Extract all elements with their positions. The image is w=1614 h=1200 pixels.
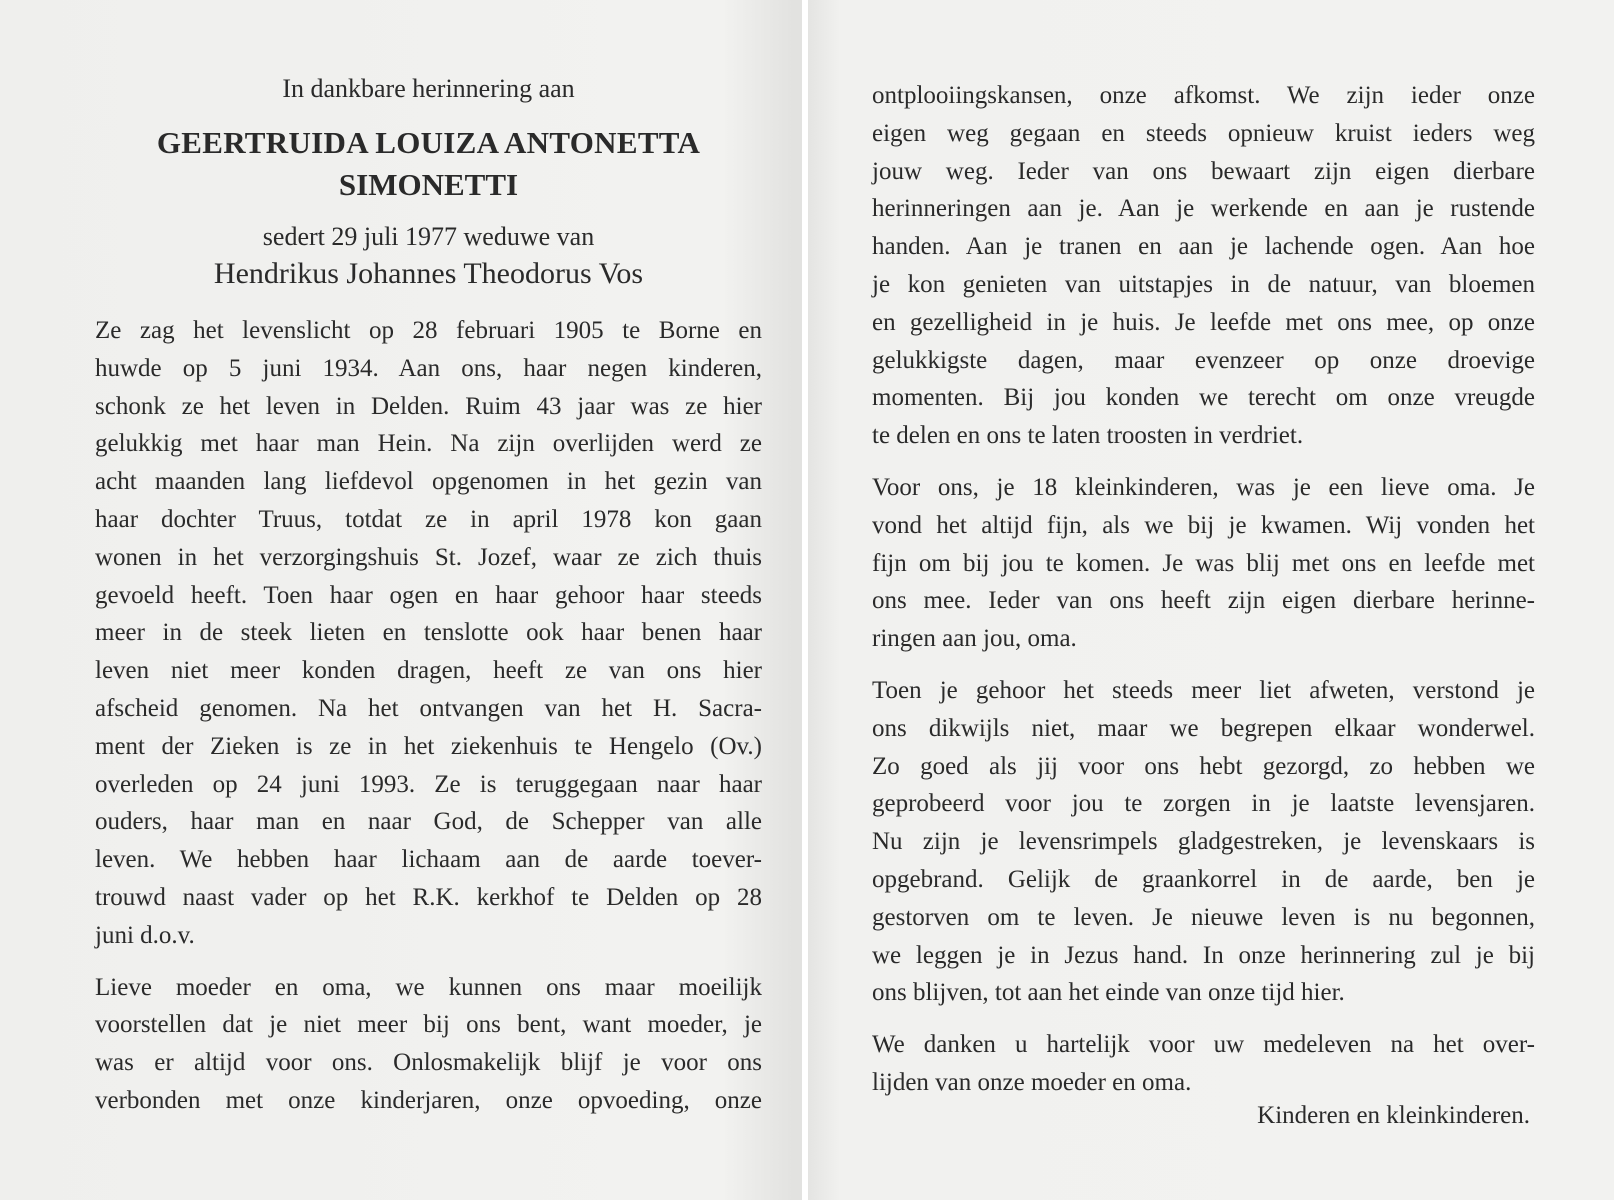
text-line: te delen en ons te laten troosten in verdriet. [872, 422, 1304, 450]
text-line: We danken u hartelijk voor uw medeleven na het over- [872, 1031, 1535, 1059]
text-line: opgebrand. Gelijk de graankorrel in de aarde, ben je [872, 865, 1535, 893]
text-line: handen. Aan je tranen en aan je lachende ogen. Aan hoe [872, 233, 1535, 261]
deceased-name-line2: SIMONETTI [338, 167, 519, 202]
text-line: Voor ons, je 18 kleinkinderen, was je een lieve oma. Je [872, 473, 1535, 501]
text-line: Lieve moeder en oma, we kunnen ons maar moeilijk [95, 973, 762, 1001]
signature: Kinderen en kleinkinderen. [1257, 1102, 1530, 1129]
left-body-text [95, 312, 762, 1134]
text-line: leven niet meer konden dragen, heeft ze van ons hier [95, 657, 762, 685]
text-line: ons dikwijls niet, maar we begrepen elkaar wonderwel. [872, 714, 1535, 742]
text-line: Nu zijn je levensrimpels gladgestreken, je levenskaars is [872, 828, 1535, 856]
husband-name: Hendrikus Johannes Theodorus Vos [213, 257, 644, 290]
text-line: herinneringen aan je. Aan je werkende en aan je rustende [872, 195, 1535, 223]
text-line: wonen in het verzorgingshuis St. Jozef, waar ze zich thuis [95, 543, 762, 571]
text-line: lijden van onze moeder en oma. [872, 1068, 1192, 1096]
text-line: we leggen je in Jezus hand. In onze herinnering zul je bij [872, 941, 1535, 969]
deceased-name-line1: GEERTRUIDA LOUIZA ANTONETTA [156, 125, 701, 160]
text-line: gelukkigste dagen, maar evenzeer op onze droevige [872, 346, 1535, 374]
text-line: gevoeld heeft. Toen haar ogen en haar gehoor haar steeds [95, 581, 762, 609]
text-line: ons mee. Ieder van ons heeft zijn eigen dierbare herinne- [872, 587, 1535, 615]
paragraph [95, 969, 762, 1120]
text-line: en gezelligheid in je huis. Je leefde met ons mee, op onze [872, 308, 1535, 336]
text-line: was er altijd voor ons. Onlosmakelijk blijf je voor ons [95, 1049, 762, 1077]
text-line: acht maanden lang liefdevol opgenomen in het gezin van [95, 468, 762, 496]
text-line: meer in de steek lieten en tenslotte ook haar benen haar [95, 619, 762, 647]
text-line: gestorven om te leven. Je nieuwe leven is nu begonnen, [872, 903, 1535, 931]
text-line: geprobeerd voor jou te zorgen in je laatste levensjaren. [872, 790, 1535, 818]
text-line: trouwd naast vader op het R.K. kerkhof te Delden op 28 [95, 883, 762, 911]
text-line: Ze zag het levenslicht op 28 februari 1905 te Borne en [95, 317, 762, 344]
text-line: juni d.o.v. [95, 921, 195, 949]
right-body-text [872, 77, 1535, 1116]
text-line: verbonden met onze kinderjaren, onze opvoeding, onze [95, 1086, 762, 1114]
text-line: overleden op 24 juni 1993. Ze is teruggegaan naar haar [95, 770, 762, 798]
paragraph [872, 1026, 1535, 1102]
text-line: schonk ze het leven in Delden. Ruim 43 jaar was ze hier [95, 392, 762, 420]
text-line: gelukkig met haar man Hein. Na zijn overlijden werd ze [95, 430, 762, 458]
intro-line: In dankbare herinnering aan [282, 74, 575, 103]
text-line: ringen aan jou, oma. [872, 625, 1077, 653]
text-line: huwde op 5 juni 1934. Aan ons, haar negen kinderen, [95, 354, 762, 382]
text-line: vond het altijd fijn, als we bij je kwamen. Wij vonden het [872, 511, 1535, 539]
text-line: ouders, haar man en naar God, de Schepper van alle [95, 808, 762, 836]
widow-line: sedert 29 juli 1977 weduwe van [262, 222, 595, 251]
paragraph [872, 672, 1535, 1012]
text-line: jouw weg. Ieder van ons bewaart zijn eigen dierbare [872, 157, 1535, 185]
text-line: voorstellen dat je niet meer bij ons bent, want moeder, je [95, 1011, 762, 1039]
text-line: ontplooiingskansen, onze afkomst. We zijn ieder onze [872, 82, 1535, 109]
text-line: momenten. Bij jou konden we terecht om onze vreugde [872, 384, 1535, 412]
text-line: leven. We hebben haar lichaam aan de aarde toever- [95, 846, 762, 874]
text-line: afscheid genomen. Na het ontvangen van het H. Sacra- [95, 694, 762, 722]
text-line: ons blijven, tot aan het einde van onze tijd hier. [872, 979, 1345, 1007]
paragraph [95, 312, 762, 955]
text-line: Toen je gehoor het steeds meer liet afweten, verstond je [872, 676, 1535, 704]
paragraph [872, 77, 1535, 455]
text-line: fijn om bij jou te komen. Je was blij met ons en leefde met [872, 549, 1535, 577]
text-line: Zo goed als jij voor ons hebt gezorgd, zo hebben we [872, 752, 1535, 780]
text-line: ment der Zieken is ze in het ziekenhuis te Hengelo (Ov.) [95, 732, 762, 760]
text-line: eigen weg gegaan en steeds opnieuw kruist ieders weg [872, 119, 1535, 147]
paragraph [872, 469, 1535, 658]
text-line: haar dochter Truus, totdat ze in april 1978 kon gaan [95, 505, 762, 533]
text-line: je kon genieten van uitstapjes in de natuur, van bloemen [872, 270, 1535, 298]
